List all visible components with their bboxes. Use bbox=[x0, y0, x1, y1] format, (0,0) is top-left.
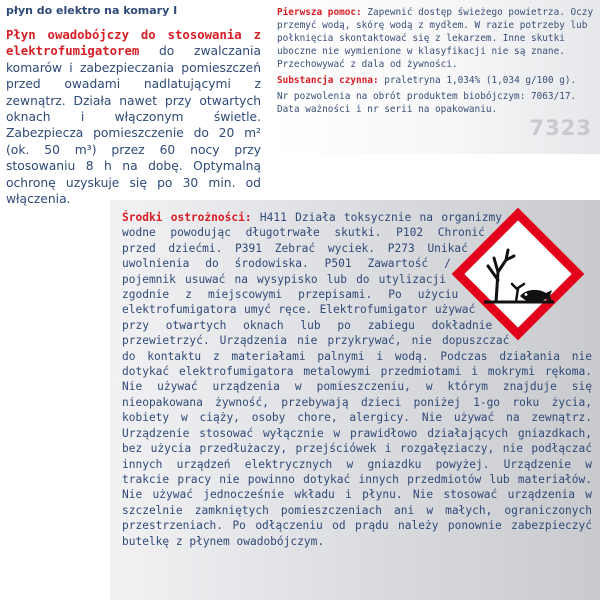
permit-text: Nr pozwolenia na obrót produktem biobójczym: 7063/17. bbox=[277, 91, 577, 102]
precautions-label: Środki ostrożności: bbox=[122, 211, 252, 224]
first-aid-text-block bbox=[277, 6, 594, 116]
expiry-text: Data ważności i nr serii na opakowaniu. bbox=[277, 104, 498, 115]
product-heading: Płyn owadobójczy do stosowania z elektrofumigatorem bbox=[6, 28, 261, 59]
product-description bbox=[6, 27, 261, 207]
first-aid-text: Zapewnić dostęp świeżego powietrza. Oczy przemyć wodą, skórę wodą z mydłem. W razie potrzeby lub połknięcia skontaktować się z lekarzem. Inne skutki uboczne nie wymienione w klasyfikacji nie są znane. bbox=[277, 7, 594, 57]
substance-text: praletryna 1,034% (1,034 g/100 g). bbox=[378, 75, 577, 86]
product-title: płyn do elektro na komary I bbox=[6, 4, 178, 17]
substance-paragraph bbox=[277, 74, 594, 87]
storage-text: Przechowywać z dala od żywności. bbox=[277, 59, 458, 70]
first-aid-label: Pierwsza pomoc: bbox=[277, 7, 362, 18]
precautions-panel bbox=[110, 200, 600, 600]
first-aid-panel bbox=[269, 0, 600, 154]
code-number: 7323 bbox=[529, 116, 592, 140]
precautions-text: H411 Działa toksycznie na organizmy wodne powodując długotrwałe skutki. P102 Chronić przed dziećmi. P391 Zebrać wyciek. P273 Unikać uwolnienia do środowiska. P501 Zawartość / pojemnik usuwać na wysypisko lub do utylizacji zgodnie z miejscowymi przepisami. Po użyciu elektrofumigatora umyć ręce. Elektrofumigator używać przy otwartych oknach lub po zabiegu dokładnie przewietrzyć. Urządzenia nie przykrywać, nie dopuszczać do kontaktu z materiałami palnymi i wodą. Podczas działania nie dotykać elektrofumigatora metalowymi przedmiotami i mokrymi rękoma. Nie używać urządzenia w pomieszczeniu, w którym znajduje się nieopakowana żywność, przebywają dzieci poniżej 1-go roku życia, kobiety w ciąży, osoby chore, alergicy. Nie używać na zewnątrz. Urządzenie stosować wyłącznie w prawidłowo działających gniazdkach, bez użycia przedłużaczy, przejściówek i rozgałęziaczy, nie podłączać innych urządzeń elektrycznych w gniazdku powyżej. Urządzenie w trakcie pracy nie powinno dotykać innych przedmiotów lub materiałów. Nie używać jednocześnie wkładu i płynu. Nie stosować urządzenia w szczelnie zamkniętych pomieszczeniach ani w małych, ograniczonych przestrzeniach. Po odłączeniu od prądu należy ponownie zabezpieczyć butelkę z płynem owadobójczym. bbox=[122, 211, 592, 548]
product-description-panel bbox=[0, 0, 267, 207]
product-description-body: do zwalczania komarów i zabezpieczania pomieszczeń przed owadami nadlatującymi z zewnątrz. Działa nawet przy otwartych oknach i włączonym świetle. Zabezpiecza pomieszczenie do 20 m² (ok. 50 m³) przez 60 nocy przy stosowaniu 8 h na dobę. Optymalną ochronę uzyskuje się po 30 min. od włączenia. bbox=[6, 44, 261, 207]
first-aid-paragraph bbox=[277, 6, 594, 58]
substance-label: Substancja czynna: bbox=[277, 75, 379, 86]
